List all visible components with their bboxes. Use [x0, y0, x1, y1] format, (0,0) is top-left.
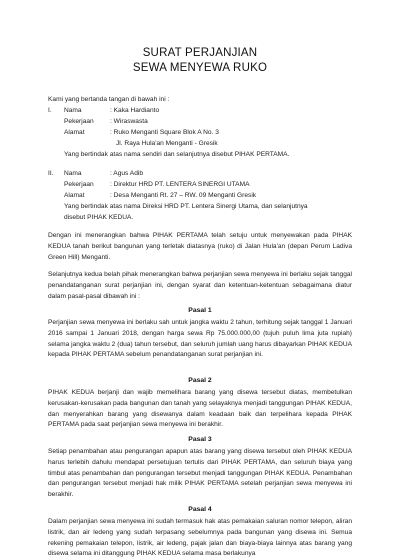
party2-name-label: Nama — [64, 170, 82, 177]
party1-address-line2: Jl. Raya Hula'an Menganti - Gresik — [116, 140, 218, 147]
party2-name-value: : Agus Adib — [110, 170, 143, 177]
pasal-3-heading: Pasal 3 — [188, 436, 212, 443]
document-title: SURAT PERJANJIAN — [142, 47, 258, 59]
party2-job-value: : Direktur HRD PT. LENTERA SINERGI UTAMA — [110, 181, 250, 188]
pasal-1-heading: Pasal 1 — [188, 307, 212, 314]
pasal-2-heading: Pasal 2 — [188, 377, 212, 384]
pasal-3-text: Setiap penambahan atau pengurangan apapun atas barang yang disewa tersebut oleh PIHAK KEDUA harus terlebih dahulu mendapat persetujuan tertulis dari PIHAK PERTAMA, dan seluruh biaya yang timbul atas penambahan dan pengurangan tersebut menjadi tanggungan PIHAK KEDUA. Penambahan dan pengurangan tersebut menjadi hak milik PIHAK PERTAMA setelah perjanjian sewa menyewa ini berakhir. — [48, 448, 352, 499]
pasal-2-text: PIHAK KEDUA berjanji dan wajib memelihara barang yang disewa tersebut diatas, membetulkan kerusakan-kerusakan pada bangunan dan tanah yang selayaknya menjadi tanggungan PIHAK KEDUA, dan menyerahkan barang yang disewanya dalam keadaan baik dan terpelihara kepada PIHAK PERTAMA pada saat perjanjian sewa menyewa ini berakhir. — [48, 389, 352, 429]
party1-address-label: Alamat — [64, 129, 85, 136]
party1-job-value: : Wiraswasta — [110, 118, 148, 125]
party2-address-label: Alamat — [64, 192, 85, 199]
intro-text: Kami yang bertanda tangan di bawah ini : — [48, 96, 170, 103]
party2-address-value: : Desa Menganti Rt. 27 – RW. 09 Menganti Gresik — [110, 192, 257, 199]
paragraph-terms: Selanjutnya kedua belah pihak menerangkan bahwa perjanjian sewa menyewa ini berlaku sejak tanggal penandatanganan surat perjanjian ini, dengan syarat dan ketentuan-ketentuan sebagaimana diatur dalam pasal-pasal dibawah ini : — [48, 271, 352, 300]
party2-note-line2: disebut PIHAK KEDUA. — [64, 214, 134, 221]
party2-number: II. — [48, 170, 54, 177]
party1-number: I. — [48, 107, 52, 114]
party1-job-label: Pekerjaan — [64, 118, 94, 125]
party1-note: Yang bertindak atas nama sendiri dan selanjutnya disebut PIHAK PERTAMA. — [64, 151, 290, 158]
party1-name-label: Nama — [64, 107, 82, 114]
pasal-1-text: Perjanjian sewa menyewa ini berlaku sah untuk jangka waktu 2 tahun, terhitung sejak tanggal 1 Januari 2016 sampai 1 Januari 2018, dengan harga sewa Rp 75.000.000,00 (tujuh puluh lima juta rupiah) selama jangka waktu 2 (dua) tahun tersebut, dan seluruh jumlah uang harus dibayarkan PIHAK KEDUA kepada PIHAK PERTAMA sebelum penandatanganan surat perjanjian ini. — [48, 319, 352, 359]
party2-note-line1: Yang bertindak atas nama Direksi HRD PT. Lentera Sinergi Utama, dan selanjutnya — [64, 203, 308, 210]
party1-name-value: : Kaka Hardianto — [110, 107, 160, 114]
document-subtitle: SEWA MENYEWA RUKO — [132, 62, 268, 74]
pasal-4-heading: Pasal 4 — [188, 506, 212, 513]
paragraph-agreement: Dengan ini menerangkan bahwa PIHAK PERTAMA telah setuju untuk menyewakan pada PIHAK KEDUA tanah berikut bangunan yang terletak diatasnya (ruko) di Jalan Hula'an (depan Perum Ladiva Green Hill) Menganti. — [48, 232, 352, 261]
party2-job-label: Pekerjaan — [64, 181, 94, 188]
pasal-4-text: Dalam perjanjian sewa menyewa ini sudah termasuk hak atas pemakaian saluran nomor telepon, aliran listrik, dan air ledeng yang sudah terpasang sebelumnya pada bangunan yang disewa ini. Semua rekening pemakaian telepon, listrik, air ledeng, pajak jalan dan biaya-biaya lainnya atas barang yang disewa selama ini ditanggung PIHAK KEDUA selama masa berlakunya — [48, 518, 352, 558]
party1-address-value: : Ruko Menganti Square Blok A No. 3 — [110, 129, 219, 136]
